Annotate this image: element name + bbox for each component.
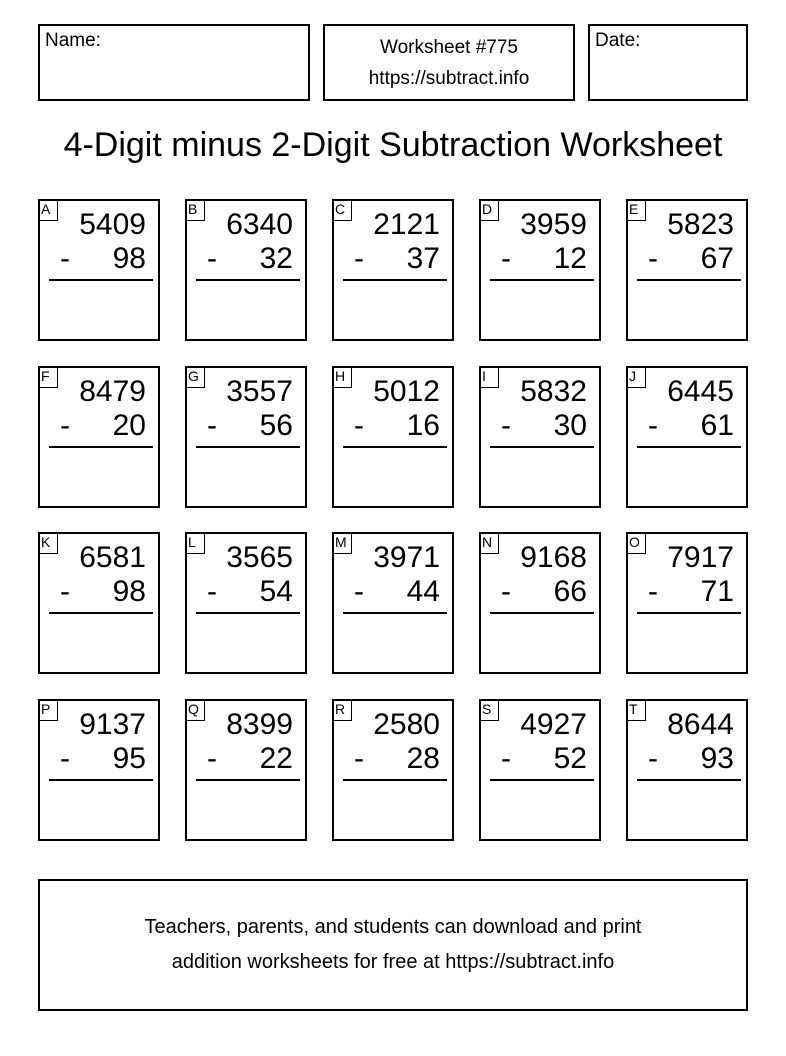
minus-sign: -: [354, 742, 364, 775]
subtrahend: 20: [112, 409, 146, 442]
problem-card[interactable]: [626, 199, 748, 341]
answer-line: [343, 779, 447, 781]
minuend: 3959: [520, 208, 587, 241]
problem-card[interactable]: [332, 532, 454, 674]
problem-letter: O: [626, 532, 646, 554]
page-title: 4-Digit minus 2-Digit Subtraction Worksheet: [63, 126, 723, 164]
date-box[interactable]: [588, 24, 748, 101]
subtrahend: 28: [406, 742, 440, 775]
minus-sign: -: [60, 742, 70, 775]
subtrahend: 56: [259, 409, 293, 442]
minus-sign: -: [648, 409, 658, 442]
minus-sign: -: [354, 409, 364, 442]
answer-line: [490, 446, 594, 448]
minus-sign: -: [501, 742, 511, 775]
subtrahend: 66: [553, 575, 587, 608]
minuend: 6581: [79, 541, 146, 574]
answer-line: [343, 279, 447, 281]
problem-card[interactable]: [479, 699, 601, 841]
minuend: 2580: [373, 708, 440, 741]
minus-sign: -: [60, 409, 70, 442]
problem-letter: N: [479, 532, 499, 554]
problem-letter: L: [185, 532, 205, 554]
problem-letter: J: [626, 366, 646, 388]
problem-letter: M: [332, 532, 352, 554]
subtrahend: 95: [112, 742, 146, 775]
problem-letter: T: [626, 699, 646, 721]
subtrahend: 61: [700, 409, 734, 442]
minus-sign: -: [207, 575, 217, 608]
minuend: 4927: [520, 708, 587, 741]
minuend: 3971: [373, 541, 440, 574]
minus-sign: -: [60, 242, 70, 275]
minus-sign: -: [501, 409, 511, 442]
subtrahend: 67: [700, 242, 734, 275]
subtrahend: 12: [553, 242, 587, 275]
minuend: 8479: [79, 375, 146, 408]
minus-sign: -: [60, 575, 70, 608]
answer-line: [637, 446, 741, 448]
minuend: 2121: [373, 208, 440, 241]
problem-card[interactable]: [185, 366, 307, 508]
problem-card[interactable]: [38, 366, 160, 508]
minuend: 3557: [226, 375, 293, 408]
problem-letter: R: [332, 699, 352, 721]
minuend: 6340: [226, 208, 293, 241]
problem-letter: P: [38, 699, 58, 721]
minus-sign: -: [207, 242, 217, 275]
problem-card[interactable]: [185, 699, 307, 841]
subtrahend: 44: [406, 575, 440, 608]
minus-sign: -: [354, 242, 364, 275]
problem-letter: Q: [185, 699, 205, 721]
problem-letter: I: [479, 366, 499, 388]
problem-card[interactable]: [479, 366, 601, 508]
answer-line: [196, 779, 300, 781]
problem-letter: C: [332, 199, 352, 221]
problem-letter: H: [332, 366, 352, 388]
name-label: Name:: [45, 30, 101, 51]
subtrahend: 98: [112, 575, 146, 608]
answer-line: [343, 612, 447, 614]
answer-line: [49, 612, 153, 614]
minus-sign: -: [501, 575, 511, 608]
problem-card[interactable]: [38, 532, 160, 674]
answer-line: [637, 612, 741, 614]
minuend: 5823: [667, 208, 734, 241]
subtrahend: 71: [700, 575, 734, 608]
minus-sign: -: [648, 575, 658, 608]
footer-box: [38, 879, 748, 1011]
problem-card[interactable]: [479, 532, 601, 674]
worksheet-number: Worksheet #775: [379, 37, 518, 58]
answer-line: [637, 279, 741, 281]
subtrahend: 16: [406, 409, 440, 442]
minuend: 5832: [520, 375, 587, 408]
answer-line: [490, 279, 594, 281]
minuend: 8399: [226, 708, 293, 741]
answer-line: [490, 779, 594, 781]
problem-card[interactable]: [332, 699, 454, 841]
date-label: Date:: [595, 30, 641, 51]
problem-letter: K: [38, 532, 58, 554]
subtrahend: 32: [259, 242, 293, 275]
answer-line: [637, 779, 741, 781]
problem-letter: S: [479, 699, 499, 721]
minus-sign: -: [207, 742, 217, 775]
answer-line: [49, 446, 153, 448]
minus-sign: -: [207, 409, 217, 442]
problem-letter: B: [185, 199, 205, 221]
problem-card[interactable]: [38, 699, 160, 841]
minuend: 5409: [79, 208, 146, 241]
worksheet-info-box: [323, 24, 575, 101]
minuend: 9168: [520, 541, 587, 574]
problem-letter: A: [38, 199, 58, 221]
answer-line: [196, 279, 300, 281]
answer-line: [49, 279, 153, 281]
problem-card[interactable]: [626, 699, 748, 841]
minus-sign: -: [648, 242, 658, 275]
answer-line: [343, 446, 447, 448]
answer-line: [196, 612, 300, 614]
problem-card[interactable]: [626, 532, 748, 674]
subtrahend: 22: [259, 742, 293, 775]
problem-card[interactable]: [185, 199, 307, 341]
answer-line: [196, 446, 300, 448]
answer-line: [49, 779, 153, 781]
problem-letter: G: [185, 366, 205, 388]
footer-line-1: Teachers, parents, and students can download and print: [144, 916, 642, 938]
problem-letter: F: [38, 366, 58, 388]
minuend: 6445: [667, 375, 734, 408]
problem-card[interactable]: [479, 199, 601, 341]
problem-card[interactable]: [332, 366, 454, 508]
answer-line: [490, 612, 594, 614]
subtrahend: 37: [406, 242, 440, 275]
subtrahend: 98: [112, 242, 146, 275]
problem-letter: D: [479, 199, 499, 221]
subtrahend: 30: [553, 409, 587, 442]
minuend: 9137: [79, 708, 146, 741]
minus-sign: -: [501, 242, 511, 275]
name-box[interactable]: [38, 24, 310, 101]
problem-card[interactable]: [332, 199, 454, 341]
minus-sign: -: [354, 575, 364, 608]
worksheet-url: https://subtract.info: [368, 68, 530, 89]
minuend: 8644: [667, 708, 734, 741]
minus-sign: -: [648, 742, 658, 775]
problem-letter: E: [626, 199, 646, 221]
problem-card[interactable]: [626, 366, 748, 508]
footer-line-2: addition worksheets for free at https://subtract.info: [171, 951, 615, 973]
subtrahend: 54: [259, 575, 293, 608]
problem-card[interactable]: [185, 532, 307, 674]
minuend: 5012: [373, 375, 440, 408]
minuend: 3565: [226, 541, 293, 574]
subtrahend: 93: [700, 742, 734, 775]
problem-card[interactable]: [38, 199, 160, 341]
subtrahend: 52: [553, 742, 587, 775]
minuend: 7917: [667, 541, 734, 574]
